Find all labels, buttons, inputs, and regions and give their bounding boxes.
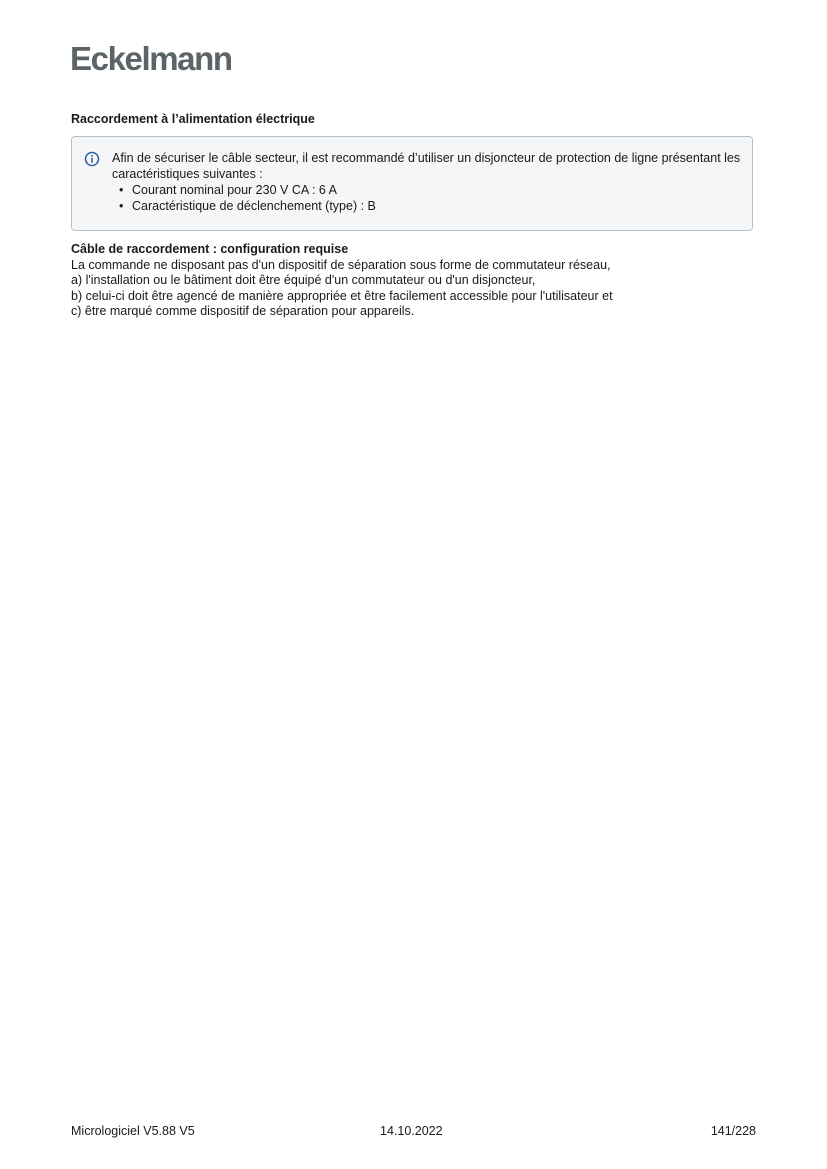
info-list xyxy=(112,182,742,214)
footer-product: Micrologiciel V5.88 V5 xyxy=(71,1124,195,1138)
info-text xyxy=(112,150,742,214)
info-list-item: • Caractéristique de déclenchement (type) : B xyxy=(132,198,742,214)
footer-page-number: 141/228 xyxy=(710,1124,756,1138)
cable-line: La commande ne disposant pas d'un dispositif de séparation sous forme de commutateur réseau, xyxy=(71,257,611,272)
company-logo: Eckelmann xyxy=(70,40,232,77)
cable-requirements xyxy=(71,242,613,320)
info-circle-icon xyxy=(84,151,100,167)
info-intro: Afin de sécuriser le câble secteur, il est recommandé d’utiliser un disjoncteur de protection de ligne présentant les caractéristiques suivantes : xyxy=(112,151,741,181)
cable-line: a) l'installation ou le bâtiment doit être équipé d'un commutateur ou d'un disjoncteur, xyxy=(71,273,536,287)
footer-date: 14.10.2022 xyxy=(380,1124,443,1138)
cable-heading: Câble de raccordement : configuration requise xyxy=(71,242,349,256)
section-title: Raccordement à l’alimentation électrique xyxy=(71,112,315,126)
cable-line: c) être marqué comme dispositif de séparation pour appareils. xyxy=(71,304,415,318)
info-list-item: • Courant nominal pour 230 V CA : 6 A xyxy=(132,182,742,198)
info-panel xyxy=(71,136,753,231)
cable-line: b) celui-ci doit être agencé de manière appropriée et être facilement accessible pour l'utilisateur et xyxy=(71,288,613,303)
